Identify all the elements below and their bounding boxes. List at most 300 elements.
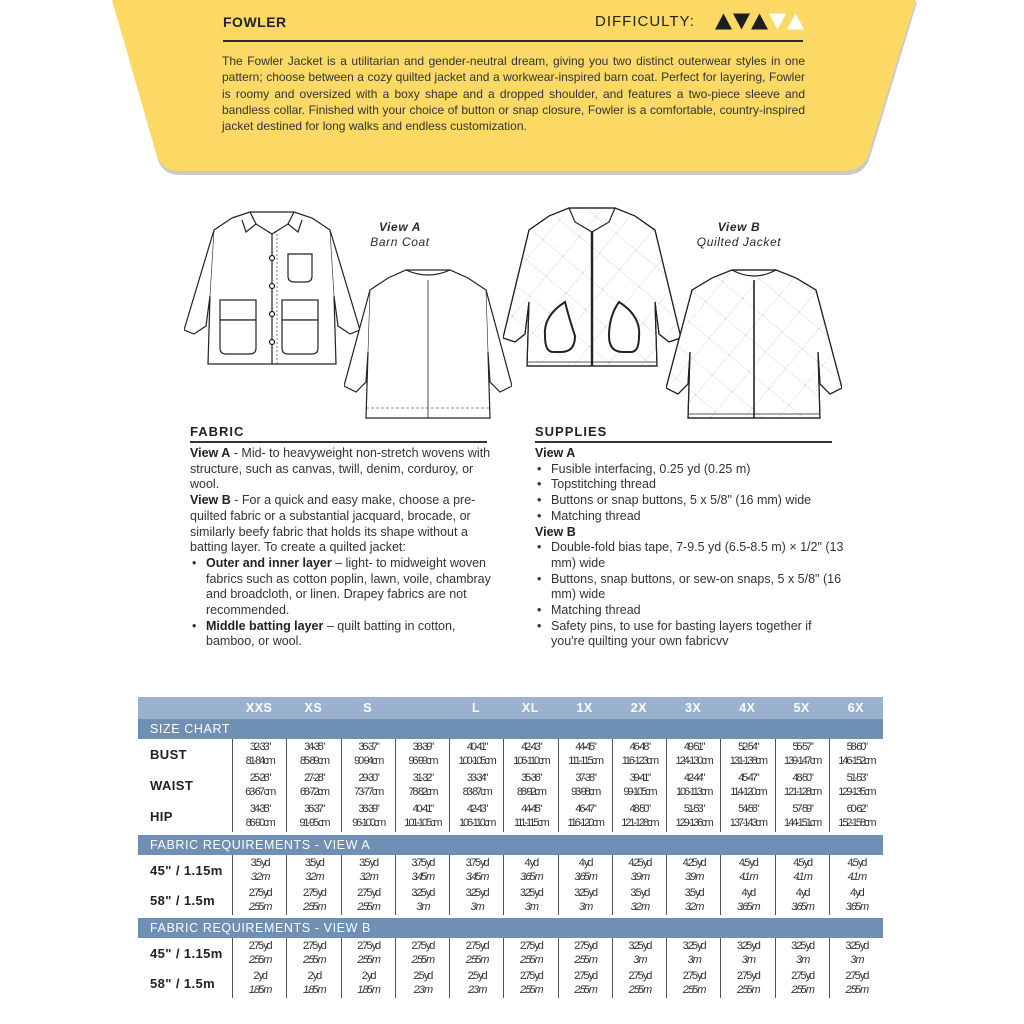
table-cell	[613, 885, 666, 915]
difficulty-rating	[595, 13, 804, 30]
fabric-layer-list	[190, 556, 495, 650]
row-label: 58" / 1.5m	[150, 893, 216, 908]
cell-secondary: 3 m	[470, 901, 483, 913]
cell-secondary: 129-135cm	[838, 785, 875, 798]
table-cell	[559, 968, 612, 998]
fabric-view-a-text: - Mid- to heavyweight non-stretch wovens with structure, such as canvas, twill, denim, corduroy, or wool.	[190, 446, 491, 492]
cell-secondary: 3 m	[578, 901, 592, 913]
table-cell	[396, 938, 449, 968]
cell-secondary: 3.45 m	[411, 871, 434, 883]
table-cell	[830, 770, 883, 801]
cell-secondary: 91-95 cm	[299, 816, 329, 829]
table-cell	[721, 801, 774, 832]
table-column	[666, 938, 720, 998]
supplies-view-a-title: View A	[535, 446, 576, 460]
table-cell	[776, 968, 829, 998]
size-column-header: 2X	[630, 701, 648, 715]
pattern-title: FOWLER	[223, 14, 287, 30]
table-cell	[830, 938, 883, 968]
fabric-details	[190, 446, 495, 650]
cell-secondary: 3.9 m	[684, 871, 703, 883]
table-column	[720, 855, 774, 915]
cell-primary: 2.75 yd	[519, 969, 542, 982]
table-column	[286, 855, 340, 915]
cell-secondary: 114-120cm	[730, 785, 766, 798]
cell-primary: 2.75 yd	[682, 969, 705, 982]
row-labels	[138, 938, 232, 998]
table-cell	[450, 739, 503, 770]
table-cell	[667, 885, 720, 915]
cell-secondary: 93-98cm	[571, 785, 600, 798]
cell-secondary: 3 m	[416, 901, 429, 913]
supplies-heading: SUPPLIES	[535, 424, 608, 439]
cell-primary: 2.75 yd	[302, 886, 325, 899]
cell-primary: 3.25 yd	[682, 939, 705, 952]
table-cell	[504, 801, 557, 832]
table-cell	[559, 855, 612, 885]
cell-primary: 40-41"	[466, 741, 487, 753]
cell-secondary: 3 m	[850, 954, 863, 966]
cell-secondary: 85-89cm	[299, 754, 328, 767]
cell-primary: 52-54"	[738, 741, 758, 753]
cell-secondary: 1.85 m	[303, 984, 325, 996]
table-cell	[504, 855, 557, 885]
table-cell	[396, 739, 449, 770]
cell-secondary: 2.55 m	[628, 984, 651, 996]
cell-primary: 38-39"	[412, 741, 433, 753]
cell-secondary: 3 m	[524, 901, 538, 913]
table-cell	[667, 770, 720, 801]
view-b-front-illustration	[503, 206, 681, 376]
table-cell	[830, 968, 883, 998]
table-cell	[342, 885, 395, 915]
table-cell	[667, 855, 720, 885]
table-cell	[667, 968, 720, 998]
cell-primary: 3.25 yd	[628, 939, 651, 952]
table-column	[503, 855, 557, 915]
cell-primary: 2.75 yd	[411, 939, 434, 952]
cell-primary: 3.5 yd	[304, 856, 323, 869]
list-item	[190, 619, 495, 650]
cell-primary: 2.75 yd	[736, 969, 759, 982]
cell-primary: 48-50"	[629, 803, 650, 815]
cell-secondary: 3.9 m	[630, 871, 649, 883]
size-chart-table	[138, 697, 883, 998]
table-column	[232, 739, 286, 832]
table-cell	[830, 855, 883, 885]
cell-primary: 32-33"	[249, 741, 270, 753]
table-cell	[287, 938, 340, 968]
table-cell	[559, 801, 612, 832]
cell-secondary: 3.65 m	[574, 871, 596, 883]
row-labels	[138, 855, 232, 915]
table-cell	[287, 739, 340, 770]
fabric-b-body	[138, 938, 883, 998]
cell-primary: 42-43"	[466, 803, 487, 815]
cell-primary: 34-35"	[304, 741, 324, 753]
supplies-details	[535, 446, 845, 650]
table-column	[829, 739, 883, 832]
cell-secondary: 3.2 m	[250, 871, 269, 883]
cell-secondary: 78-82cm	[408, 785, 437, 798]
cell-secondary: 2.55 m	[520, 954, 542, 966]
table-column	[503, 938, 557, 998]
table-cell	[613, 968, 666, 998]
table-cell	[721, 885, 774, 915]
cell-primary: 33-34"	[466, 772, 487, 784]
cell-secondary: 2.55 m	[845, 984, 868, 996]
table-cell	[233, 739, 286, 770]
table-column	[612, 739, 666, 832]
list-item	[190, 556, 495, 619]
cell-primary: 2.75 yd	[519, 939, 542, 952]
list-item: • Buttons or snap buttons, 5 x 5/8" (16 mm) wide	[535, 493, 845, 509]
cell-primary: 2.75 yd	[248, 939, 271, 952]
table-cell	[613, 855, 666, 885]
table-cell	[342, 739, 395, 770]
cell-primary: 4 yd	[795, 886, 809, 899]
table-cell	[613, 770, 666, 801]
row-label: 45" / 1.15m	[150, 946, 223, 961]
empty-difficulty-triangle-icon	[769, 13, 786, 30]
size-chart-body	[138, 739, 883, 832]
cell-secondary: 2.55 m	[411, 954, 434, 966]
table-column	[286, 739, 340, 832]
table-cell	[776, 855, 829, 885]
cell-primary: 35-36"	[521, 772, 541, 784]
table-cell	[396, 855, 449, 885]
cell-secondary: 146-152cm	[838, 754, 875, 767]
table-cell	[830, 739, 883, 770]
table-cell	[233, 968, 286, 998]
list-item: • Topstitching thread	[535, 477, 845, 493]
table-cell	[233, 855, 286, 885]
cell-primary: 46-48"	[629, 741, 650, 753]
cell-secondary: 3.65 m	[791, 901, 813, 913]
cell-primary: 42-44"	[683, 772, 704, 784]
pattern-description: The Fowler Jacket is a utilitarian and gender-neutral dream, giving you two distinct outerwear styles in one pattern; choose between a cozy quilted jacket and a workwear-inspired barn coat. Perfect for layering, Fowler is roomy and oversized with a boxy shape and a dropped shoulder, and features a two-piece sleeve and bandless collar. Finished with your choice of button or snap closure, Fowler is a comfortable, country-inspired jacket destined for long walks and endless customization.	[222, 54, 805, 134]
table-column	[775, 938, 829, 998]
cell-primary: 4.5 yd	[793, 856, 812, 869]
cell-secondary: 124-130cm	[675, 754, 712, 767]
view-a-front-illustration	[184, 206, 360, 376]
cell-secondary: 2.55 m	[303, 954, 325, 966]
cell-primary: 27-28"	[304, 772, 324, 784]
cell-secondary: 2.55 m	[574, 984, 596, 996]
cell-primary: 58-60"	[846, 741, 867, 753]
cell-primary: 3.5 yd	[684, 886, 703, 899]
cell-secondary: 121-128cm	[784, 785, 821, 798]
table-column	[232, 938, 286, 998]
table-cell	[342, 855, 395, 885]
table-column	[395, 938, 449, 998]
table-cell	[233, 770, 286, 801]
cell-primary: 2.75 yd	[845, 969, 868, 982]
table-cell	[450, 770, 503, 801]
cell-primary: 49-51"	[683, 741, 704, 753]
cell-secondary: 3 m	[633, 954, 646, 966]
table-cell	[396, 801, 449, 832]
table-cell	[450, 801, 503, 832]
size-column-header: L	[472, 701, 481, 715]
table-cell	[613, 801, 666, 832]
table-cell	[287, 801, 340, 832]
cell-primary: 36-37"	[304, 803, 324, 815]
cell-secondary: 2.3 m	[467, 984, 486, 996]
table-cell	[396, 885, 449, 915]
cell-secondary: 106-113cm	[675, 785, 712, 798]
cell-secondary: 83-87cm	[462, 785, 491, 798]
cell-secondary: 63-67 cm	[245, 785, 275, 798]
size-column-header: S	[363, 701, 373, 715]
fabric-view-b-label: View B	[190, 493, 231, 508]
size-column-header: 6X	[847, 701, 865, 715]
cell-secondary: 96-99cm	[408, 754, 437, 767]
cell-primary: 2.75 yd	[791, 969, 814, 982]
supplies-view-a-label	[535, 446, 845, 462]
table-cell	[504, 770, 557, 801]
table-column	[341, 938, 395, 998]
cell-primary: 3.25 yd	[736, 939, 759, 952]
cell-secondary: 152-158cm	[838, 816, 875, 829]
table-cell	[667, 938, 720, 968]
table-column	[775, 855, 829, 915]
table-cell	[667, 739, 720, 770]
table-cell	[342, 801, 395, 832]
cell-primary: 4.5 yd	[738, 856, 757, 869]
fabric-view-a	[190, 446, 495, 493]
cell-primary: 3.5 yd	[250, 856, 269, 869]
cell-primary: 42-43"	[521, 741, 541, 753]
cell-secondary: 3.65 m	[520, 871, 542, 883]
table-cell	[504, 739, 557, 770]
cell-primary: 60-62"	[846, 803, 867, 815]
size-column-header: 4X	[739, 701, 756, 715]
table-cell	[287, 855, 340, 885]
table-cell	[613, 739, 666, 770]
table-cell	[233, 938, 286, 968]
cell-primary: 4 yd	[524, 856, 538, 869]
cell-primary: 2.75 yd	[302, 939, 325, 952]
table-cell	[504, 885, 557, 915]
cell-secondary: 88-92cm	[516, 785, 545, 798]
cell-secondary: 131-138cm	[729, 754, 766, 767]
table-cell	[721, 739, 774, 770]
row-labels	[138, 739, 232, 832]
supplies-view-b-title: View B	[535, 524, 576, 539]
cell-secondary: 2.55 m	[737, 984, 759, 996]
table-cell	[504, 938, 557, 968]
view-a-label	[352, 220, 448, 250]
cell-primary: 55-57"	[792, 741, 812, 753]
difficulty-label: DIFFICULTY:	[595, 13, 695, 30]
table-cell	[287, 770, 340, 801]
cell-secondary: 86-90cm	[245, 816, 274, 829]
cell-secondary: 2.3 m	[413, 984, 432, 996]
cell-primary: 2.75 yd	[465, 939, 488, 952]
cell-secondary: 2.55 m	[682, 984, 705, 996]
cell-secondary: 116-120cm	[567, 816, 603, 829]
table-cell	[830, 801, 883, 832]
cell-primary: 4 yd	[849, 886, 863, 899]
cell-primary: 46-47"	[575, 803, 595, 815]
size-column-header: XXS	[245, 701, 273, 715]
cell-primary: 3.25 yd	[465, 886, 488, 899]
cell-primary: 2.75 yd	[628, 969, 651, 982]
cell-secondary: 2.55 m	[520, 984, 542, 996]
cell-secondary: 116-123cm	[621, 754, 658, 767]
table-column	[449, 938, 503, 998]
cell-secondary: 3 m	[687, 954, 700, 966]
cell-primary: 3.5 yd	[359, 856, 378, 869]
cell-primary: 54-56"	[738, 803, 758, 815]
fabric-b-band: FABRIC REQUIREMENTS - VIEW B	[138, 918, 883, 938]
view-b-label	[680, 220, 798, 250]
cell-primary: 3.75 yd	[465, 856, 488, 869]
row-label: 58" / 1.5m	[150, 976, 216, 991]
table-cell	[721, 855, 774, 885]
cell-secondary: 2.55 m	[574, 954, 596, 966]
view-a-name: Barn Coat	[370, 235, 430, 249]
table-cell	[776, 801, 829, 832]
cell-secondary: 2.55 m	[248, 901, 271, 913]
table-column	[720, 739, 774, 832]
table-cell	[613, 938, 666, 968]
cell-secondary: 1.85 m	[357, 984, 379, 996]
cell-primary: 25-26"	[249, 772, 270, 784]
cell-primary: 2.75 yd	[574, 939, 597, 952]
filled-difficulty-triangle-icon	[715, 13, 732, 30]
cell-secondary: 3 m	[741, 954, 755, 966]
list-item: • Matching thread	[535, 509, 845, 525]
cell-secondary: 1.85 m	[248, 984, 271, 996]
table-cell	[776, 885, 829, 915]
table-column	[666, 855, 720, 915]
list-item: • Buttons, snap buttons, or sew-on snaps, 5 x 5/8" (16 mm) wide	[535, 572, 845, 603]
table-column	[232, 855, 286, 915]
cell-secondary: 121-128cm	[621, 816, 658, 829]
table-cell	[342, 968, 395, 998]
cell-secondary: 68-72cm	[299, 785, 328, 798]
list-item: • Double-fold bias tape, 7-9.5 yd (6.5-8.5 m) × 1/2" (13 mm) wide	[535, 540, 845, 571]
table-cell	[721, 938, 774, 968]
cell-primary: 51-53"	[683, 803, 704, 815]
table-cell	[233, 801, 286, 832]
cell-primary: 37-38"	[575, 772, 595, 784]
cell-primary: 51-53"	[846, 772, 867, 784]
cell-primary: 3.25 yd	[519, 886, 542, 899]
table-cell	[559, 938, 612, 968]
table-column	[558, 739, 612, 832]
cell-secondary: 3.45 m	[465, 871, 488, 883]
fabric-a-band: FABRIC REQUIREMENTS - VIEW A	[138, 835, 883, 855]
view-b-title: View B	[717, 220, 761, 234]
table-cell	[559, 885, 612, 915]
table-cell	[504, 968, 557, 998]
cell-primary: 44-45"	[575, 741, 595, 753]
cell-secondary: 100-105cm	[458, 754, 495, 767]
cell-secondary: 96-100cm	[352, 816, 385, 829]
cell-primary: 3.75 yd	[411, 856, 434, 869]
view-b-back-illustration	[666, 268, 842, 426]
cell-secondary: 3.65 m	[845, 901, 868, 913]
cell-secondary: 3.2 m	[305, 871, 323, 883]
table-column	[775, 739, 829, 832]
cell-secondary: 3 m	[795, 954, 809, 966]
cell-primary: 3.25 yd	[574, 886, 597, 899]
table-column	[612, 855, 666, 915]
cell-secondary: 111-115cm	[514, 816, 548, 829]
row-label: BUST	[150, 747, 187, 762]
cell-secondary: 137-143cm	[729, 816, 766, 829]
cell-secondary: 2.55 m	[303, 901, 325, 913]
table-cell	[396, 968, 449, 998]
supplies-view-a-list	[535, 462, 845, 525]
table-column	[558, 938, 612, 998]
cell-secondary: 139-147cm	[784, 754, 821, 767]
cell-primary: 29-30"	[358, 772, 378, 784]
supplies-divider	[535, 441, 832, 443]
list-item: • Matching thread	[535, 603, 845, 619]
bullet-text: – light- to midweight woven fabrics such as cotton poplin, lawn, voile, chambray and broadcloth, or linen. Drapey fabrics are not recommended.	[206, 555, 491, 618]
fabric-heading: FABRIC	[190, 424, 245, 439]
bullet-text: – quilt batting in cotton, bamboo, or wool.	[206, 618, 456, 649]
table-cell	[721, 968, 774, 998]
cell-secondary: 99-105cm	[623, 785, 656, 798]
table-cell	[287, 968, 340, 998]
cell-secondary: 81-84cm	[245, 754, 274, 767]
fabric-a-body	[138, 855, 883, 915]
row-label: 45" / 1.15m	[150, 863, 223, 878]
size-column-header: 1X	[576, 701, 593, 715]
size-chart-band: SIZE CHART	[138, 719, 883, 739]
table-column	[341, 739, 395, 832]
table-column	[286, 938, 340, 998]
cell-primary: 2 yd	[361, 969, 375, 982]
cell-secondary: 2.55 m	[791, 984, 813, 996]
table-cell	[396, 770, 449, 801]
cell-primary: 4.25 yd	[682, 856, 705, 869]
cell-secondary: 129-136cm	[675, 816, 712, 829]
cell-primary: 3.25 yd	[791, 939, 814, 952]
title-divider	[223, 40, 803, 42]
size-column-header: 3X	[684, 701, 702, 715]
supplies-view-b-label	[535, 525, 845, 541]
row-label: HIP	[150, 809, 173, 824]
cell-primary: 4.25 yd	[628, 856, 651, 869]
table-cell	[450, 855, 503, 885]
empty-difficulty-triangle-icon	[787, 13, 804, 30]
cell-primary: 2.75 yd	[357, 886, 380, 899]
cell-primary: 4 yd	[578, 856, 592, 869]
cell-primary: 45-47"	[738, 772, 758, 784]
cell-primary: 44-45"	[521, 803, 541, 815]
cell-primary: 2.75 yd	[357, 939, 380, 952]
supplies-view-b-list	[535, 540, 845, 650]
fabric-view-a-label: View A	[190, 446, 231, 460]
table-column	[666, 739, 720, 832]
cell-secondary: 144-151cm	[784, 816, 821, 829]
table-cell	[776, 739, 829, 770]
cell-secondary: 90-94cm	[354, 754, 383, 767]
table-cell	[342, 938, 395, 968]
table-column	[829, 938, 883, 998]
table-cell	[450, 968, 503, 998]
table-column	[395, 739, 449, 832]
table-cell	[721, 770, 774, 801]
cell-secondary: 2.55 m	[465, 954, 488, 966]
table-column	[558, 855, 612, 915]
